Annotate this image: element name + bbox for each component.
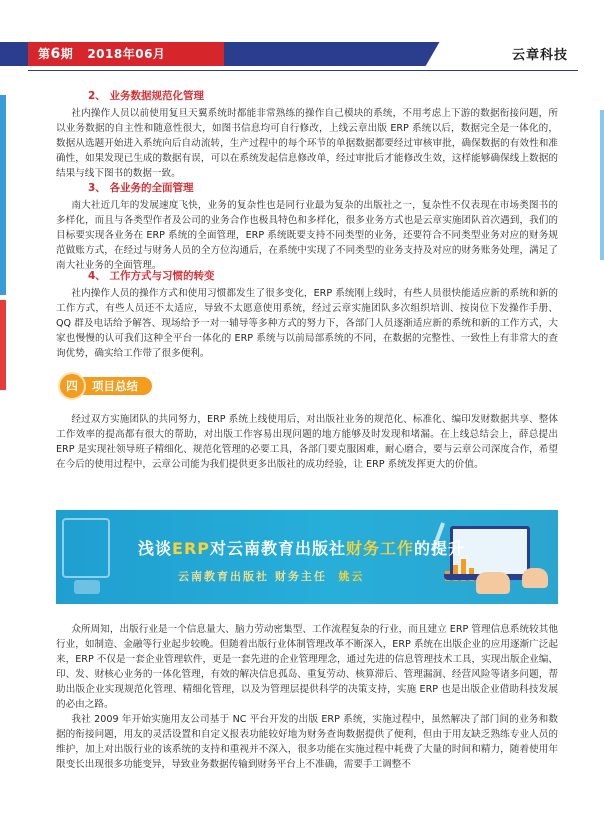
- hand-icon: [476, 572, 510, 594]
- banner-title: 浅谈ERP对云南教育出版社财务工作的提升: [138, 539, 466, 558]
- article-body: [56, 622, 558, 772]
- section-data-standardization: [56, 88, 558, 181]
- author-affiliation: 云南教育出版社 财务主任: [178, 570, 327, 583]
- section-heading: 4、 工作方式与习惯的转变: [88, 270, 215, 282]
- issue-label: [38, 45, 165, 62]
- summary-badge: 四: [60, 374, 84, 398]
- summary-body: [56, 412, 558, 472]
- article-banner: [56, 510, 558, 604]
- issue-date: 2018年06月: [87, 47, 166, 61]
- section-heading: 3、 各业务的全面管理: [88, 182, 194, 194]
- brand-name: 云章科技: [511, 48, 568, 63]
- section-paragraph: 社内操作人员以前使用复旦天翼系统时都能非常熟练的操作自己模块的系统，不用考虑上下游的数据衔接问题，所以业务数据的自主性和随意性很大，如图书信息均可自行修改，上线云章出版 ERP 系统以后，数据完全是一体化的，数据从选题开始进入系统向后自动流转，生产过程中的每个环节的单据数据都要经过审核审批，确保数据的有效性和准确性，如果发现已生成的数据有误，可以在系统发起信息修改单，经过审批后才能修改生效，这样能够确保线上数据的结果与线下图书的数据一致。: [56, 108, 558, 179]
- side-decoration-right: [600, 110, 604, 260]
- document-icon: [62, 518, 110, 578]
- section-paragraph: 社内操作人员的操作方式和使用习惯都发生了很多变化，ERP 系统刚上线时，有些人员很快能适应新的系统和新的工作方式，有些人员还不太适应，导致不太愿意使用系统，经过云章实施团队多次组织培训、按岗位下发操作手册、QQ 群及电话给予解答、现场给予一对一辅导等多种方式的努力下，各部门人员逐渐适应新的系统和新的工作方式，大家也慢慢的认可我们这种全平台一体化的 ERP 系统与以前局部系统的不同，在数据的完整性、一致性上有非常大的查询优势，确实给工作带了很多便利。: [56, 288, 558, 359]
- side-decoration-blue: [0, 95, 6, 295]
- header-divider: [28, 70, 578, 71]
- article-paragraph: 我社 2009 年开始实施用友公司基于 NC 平台开发的出版 ERP 系统，实施过程中，虽然解决了部门间的业务和数据的衔接问题，用友的灵活设置和自定义报表功能较好地为财务查询数据提供了便利，但由于用友缺乏熟练专业人员的维护，加上对出版行业的该系统的支持和重视并不深入，很多功能在实施过程中耗费了大量的时间和精力，随着使用年限变长出现很多功能变异，导致业务数据传输到财务平台上不准确，需要手工调整不: [56, 714, 558, 770]
- section-work-habit-change: [56, 268, 558, 361]
- banner-byline: [178, 568, 365, 584]
- issue-suffix: 期: [60, 47, 74, 61]
- summary-paragraph: 经过双方实施团队的共同努力，ERP 系统上线使用后，对出版社业务的规范化、标准化、编印发财数据共享、整体工作效率的提高都有很大的帮助，对出版工作容易出现问题的地方能够及时发现和堵漏。在上线总结会上，薛总提出 ERP 是实现社领导班子精细化、规范化管理的必要工具，各部门要克服困难，耐心磨合，要与云章公司深度合作，希望在今后的使用过程中，云章公司能为我们提供更多出版社的成功经验，让 ERP 系统发挥更大的价值。: [56, 414, 558, 470]
- issue-prefix: 第: [38, 47, 51, 61]
- section-paragraph: 南大社近几年的发展速度飞快，业务的复杂性也是同行业最为复杂的出版社之一，复杂性不仅表现在市场类图书的多样化，而且与各类型作者及公司的业务合作也极具特色和多样化，很多业务方式也是云章实施团队首次遇到，我们的目标要实现各业务在 ERP 系统的全面管理，ERP 系统既要支持不同类型的业务，还要符合不同类型业务对应的财务规范做账方式，在经过与财务人员的全方位沟通后，在系统中实现了不同类型的业务支持及对应的财务账务处理，满足了南大社业务的全面管理。: [56, 200, 558, 271]
- summary-title: 项目总结: [80, 377, 152, 395]
- folder-icon: [74, 580, 100, 594]
- section-heading: 2、 业务数据规范化管理: [88, 90, 204, 102]
- hand-icon: [522, 568, 548, 588]
- side-decoration-red: [0, 300, 6, 390]
- section-business-management: [56, 180, 558, 273]
- article-paragraph: 众所周知，出版行业是一个信息量大、脑力劳动密集型、工作流程复杂的行业，而且建立 ERP 管理信息系统较其他行业，如制造、金融等行业起步较晚。但随着出版行业体制管理改革不断深入，ERP 系统在出版企业的应用逐渐广泛起来，ERP 不仅是一套企业管理软件，更是一套先进的企业管理理念，通过先进的信息管理技术工具，实现出版企业编、印、发、财核心业务的一体化管理，有效的解决信息孤岛、重复劳动、核算滞后、管理漏洞、经营风险等诸多问题，帮助出版企业实现规范化管理、精细化管理，以及为管理层提供科学的决策支持，实施 ERP 也是出版企业借助科技发展的必由之路。: [56, 624, 558, 710]
- issue-number: 6: [50, 46, 61, 62]
- author-name: 姚云: [338, 570, 365, 583]
- summary-heading: [60, 374, 560, 398]
